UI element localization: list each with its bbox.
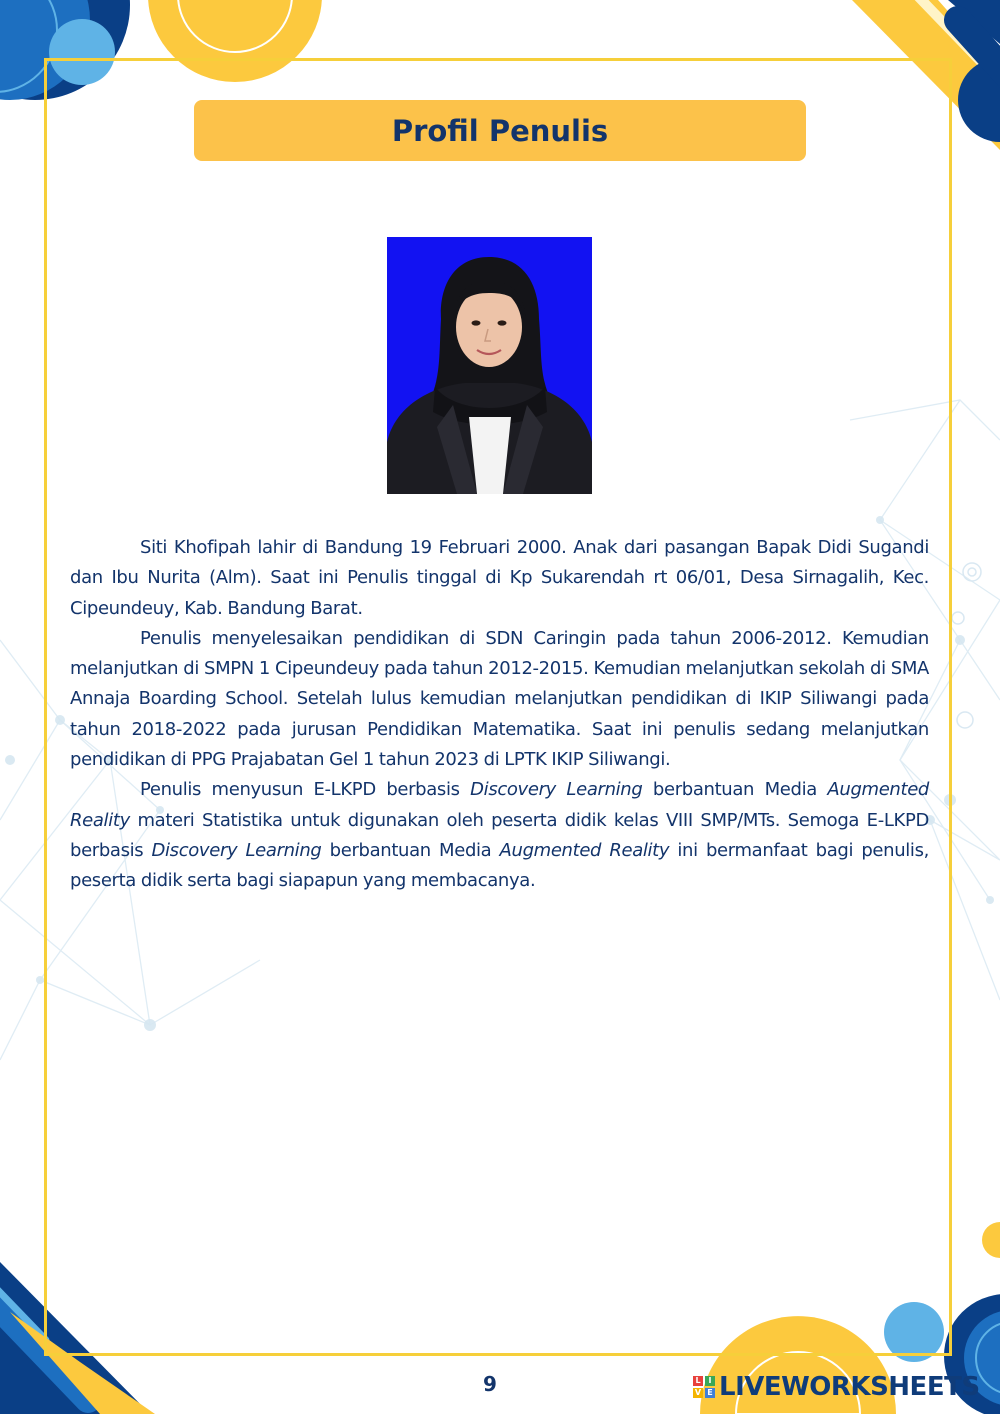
- bio-text: Penulis menyelesaikan pendidikan di SDN Caringin pada tahun 2006-2012. Kemudian melanjutkan di SMPN 1 Cipeundeuy pada tahun 2012-2015. Kemudian melanjutkan sekolah di SMA Annaja Boarding School. Setelah lulus kemudian melanjutkan pendidikan di IKIP Siliwangi pada tahun 2018-2022 pada jurusan Pendidikan Matematika. Saat ini penulis sedang melanjutkan pendidikan di PPG Prajabatan Gel 1 tahun 2023 di LPTK IKIP Siliwangi.: [70, 627, 929, 771]
- bio-text: berbantuan Media: [321, 839, 500, 861]
- bio-emphasis: Discovery Learning: [151, 839, 322, 861]
- liveworksheets-logo-icon: [693, 1376, 715, 1398]
- bio-text: Penulis menyusun E-LKPD berbasis: [140, 779, 471, 801]
- author-photo: [387, 237, 592, 494]
- bio-text: materi Statistika untuk digunakan oleh peserta didik kelas VIII SMP/MTs. Semoga E-LKPD berbasis: [70, 809, 929, 861]
- bio-emphasis: Discovery Learning: [470, 779, 643, 801]
- title-banner: [194, 100, 806, 161]
- bio-text: ini bermanfaat bagi penulis, peserta didik serta bagi siapapun yang membacanya.: [70, 839, 929, 892]
- watermark-text: LIVEWORKSHEETS: [719, 1372, 980, 1402]
- bio-emphasis: Augmented Reality: [70, 779, 929, 831]
- page-title: Profil Penulis: [391, 113, 609, 148]
- page-number: 9: [483, 1372, 497, 1396]
- bio-paragraph: [70, 624, 929, 775]
- bio-paragraph: [70, 533, 929, 624]
- logo-tile: L: [693, 1376, 703, 1386]
- network-rings: [952, 563, 981, 728]
- logo-tile: I: [705, 1376, 715, 1386]
- liveworksheets-watermark: [693, 1372, 980, 1402]
- bio-paragraph: [70, 775, 929, 896]
- bio-text: Siti Khofipah lahir di Bandung 19 Februari 2000. Anak dari pasangan Bapak Didi Sugandi dan Ibu Nurita (Alm). Saat ini Penulis tinggal di Kp Sukarendah rt 06/01, Desa Sirnagalih, Kec. Cipeundeuy, Kab. Bandung Barat.: [70, 537, 929, 619]
- bio-emphasis: Augmented Reality: [499, 839, 670, 861]
- bio-text: berbantuan Media: [642, 779, 828, 801]
- author-bio: [70, 533, 929, 897]
- logo-tile: V: [694, 1388, 702, 1397]
- logo-tile: E: [705, 1388, 715, 1398]
